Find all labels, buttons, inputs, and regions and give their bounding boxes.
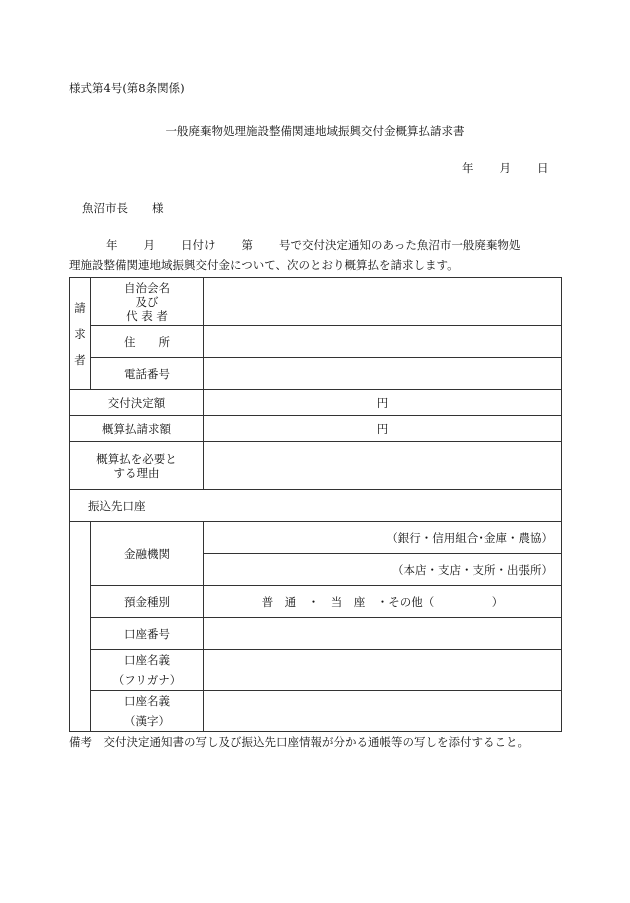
body-day-suffix: 日付け: [181, 238, 216, 252]
request-form-table: [69, 277, 562, 732]
date-line: [462, 160, 549, 176]
branch-types: （本店・支店・支所・出張所）: [392, 562, 553, 577]
addressee: [82, 200, 164, 216]
deposit-type-label: 預金種別: [91, 586, 204, 618]
transfer-account-label: 振込先口座: [70, 490, 562, 522]
org-label-line: 自治会名: [124, 280, 170, 295]
addressee-name: 魚沼市長: [82, 201, 128, 215]
reason-label: [70, 442, 204, 490]
bank-types: （銀行・信用組合･金庫・農協）: [386, 530, 553, 545]
label-line: 口座名義: [124, 653, 170, 667]
account-name-kanji-field[interactable]: [204, 691, 562, 732]
label-line: （フリガナ）: [112, 673, 182, 687]
yen-unit: 円: [376, 421, 389, 436]
body-line1-tail: 号で交付決定通知のあった魚沼市一般廃棄物処: [279, 238, 521, 252]
org-label: [91, 278, 204, 326]
yen-unit: 円: [376, 395, 389, 410]
account-name-kanji-label: [91, 691, 204, 732]
phone-label: 電話番号: [91, 358, 204, 390]
body-year: 年: [106, 238, 118, 252]
form-number: 様式第4号(第8条関係): [69, 81, 185, 95]
body-dai: 第: [241, 238, 253, 252]
account-name-kana-field[interactable]: [204, 650, 562, 691]
requester-char: 求: [74, 326, 86, 341]
body-line-1: [106, 237, 520, 253]
date-month: 月: [499, 161, 511, 175]
body-month: 月: [143, 238, 155, 252]
deposit-types: 普 通 ・ 当 座 ・その他（ ）: [261, 594, 504, 609]
reason-label-line: 概算払を必要と: [96, 451, 177, 466]
document-title: 一般廃棄物処理施設整備関連地域振興交付金概算払請求書: [165, 124, 465, 138]
reason-field[interactable]: [204, 442, 562, 490]
org-label-line: 及び: [135, 294, 159, 309]
request-amount-field[interactable]: [204, 416, 562, 442]
label-line: （漢字）: [124, 714, 170, 728]
grant-amount-label: 交付決定額: [70, 390, 204, 416]
addressee-honorific: 様: [152, 201, 164, 215]
indent-cell: [70, 522, 91, 732]
requester-label: [70, 278, 91, 390]
grant-amount-field[interactable]: [204, 390, 562, 416]
address-label: 住 所: [91, 326, 204, 358]
branch-field[interactable]: [204, 554, 562, 586]
org-label-line: 代 表 者: [126, 308, 168, 323]
org-field[interactable]: [204, 278, 562, 326]
requester-char: 者: [74, 352, 86, 367]
bank-field[interactable]: [204, 522, 562, 554]
phone-field[interactable]: [204, 358, 562, 390]
reason-label-line: する理由: [113, 465, 160, 480]
deposit-type-field[interactable]: [204, 586, 562, 618]
account-number-field[interactable]: [204, 618, 562, 650]
date-day: 日: [537, 161, 549, 175]
request-amount-label: 概算払請求額: [70, 416, 204, 442]
account-number-label: 口座番号: [91, 618, 204, 650]
requester-char: 請: [74, 300, 86, 315]
footnote: 備考 交付決定通知書の写し及び振込先口座情報が分かる通帳等の写しを添付すること。: [69, 735, 529, 749]
account-name-kana-label: [91, 650, 204, 691]
address-field[interactable]: [204, 326, 562, 358]
body-line-2: 理施設整備関連地域振興交付金について、次のとおり概算払を請求します。: [69, 258, 459, 272]
label-line: 口座名義: [124, 694, 170, 708]
bank-label: 金融機関: [91, 522, 204, 586]
date-year: 年: [462, 161, 474, 175]
